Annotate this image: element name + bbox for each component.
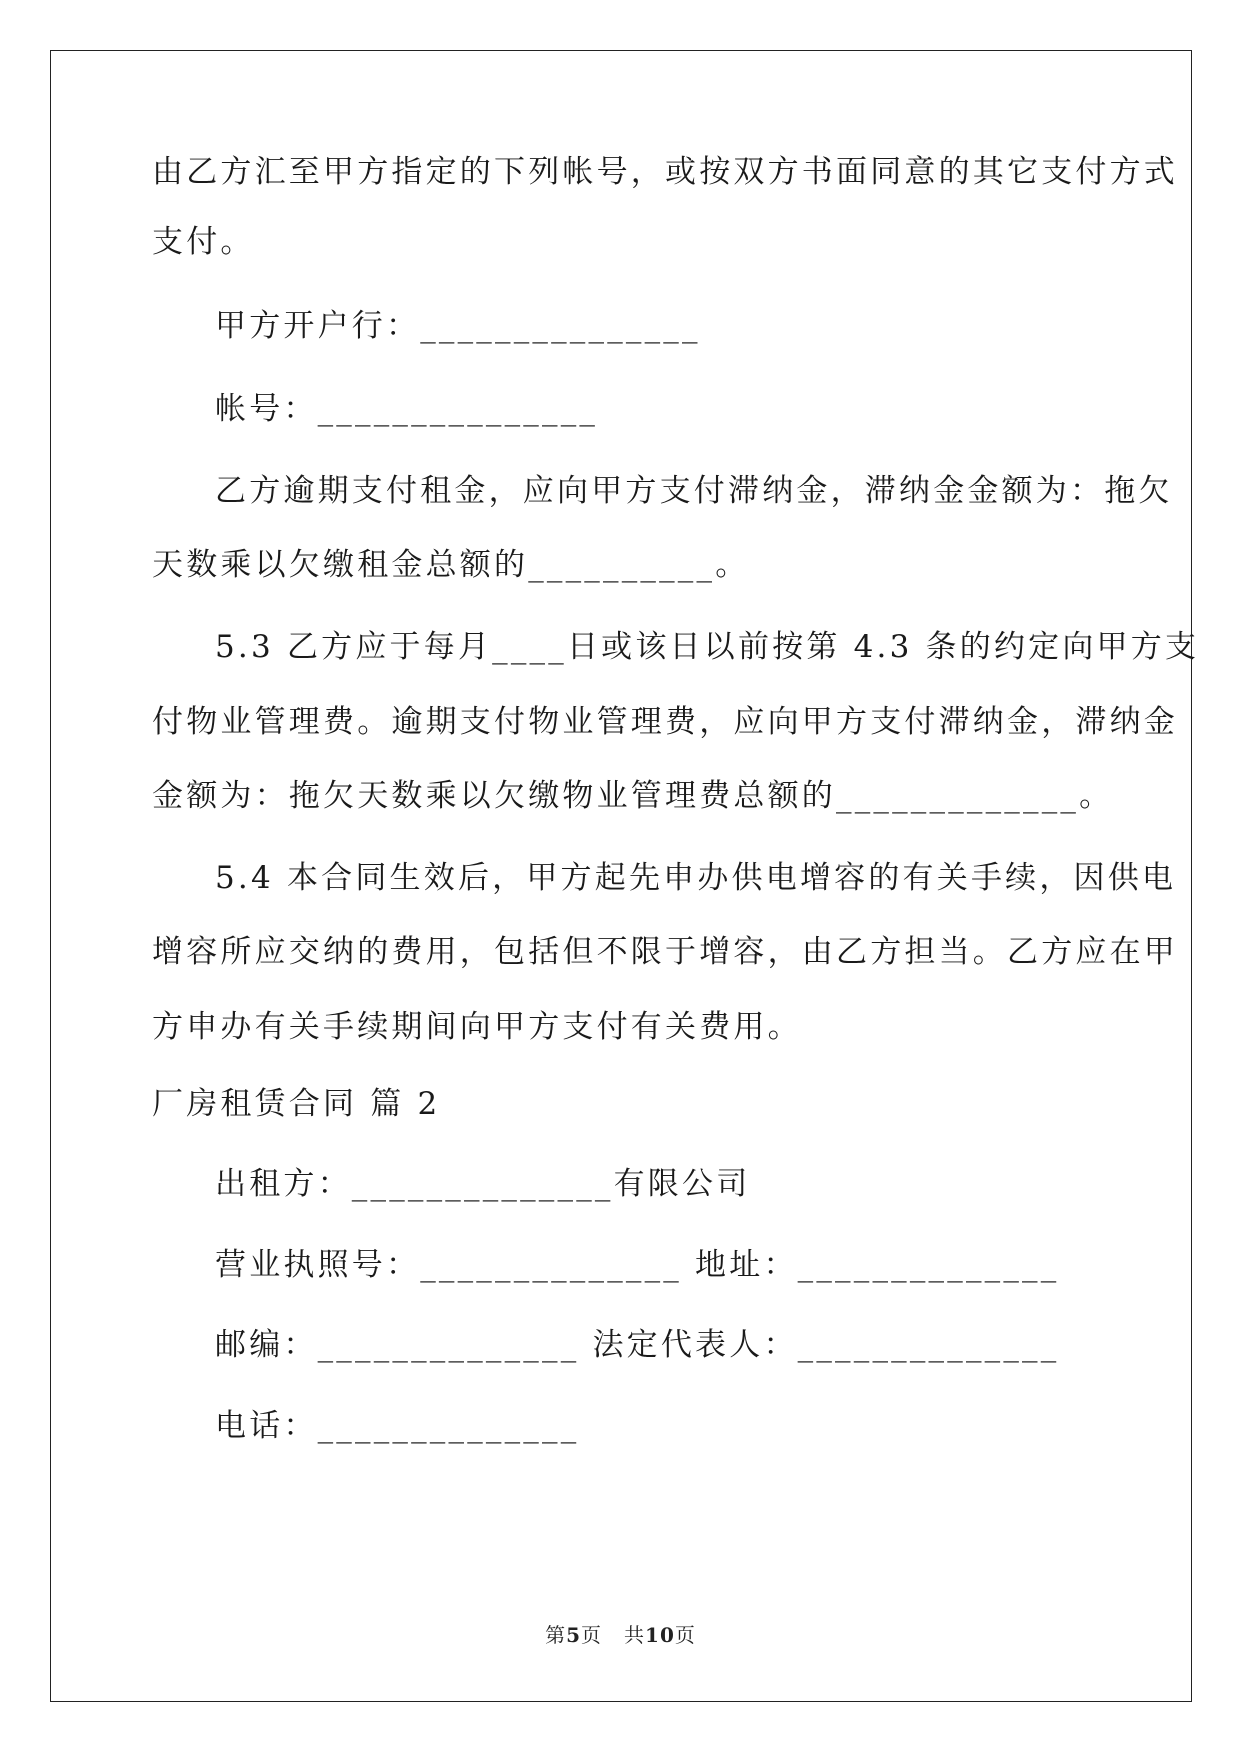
clause-5-3: 5.3 乙方应于每月____日或该日以前按第 4.3 条的约定向甲方支 xyxy=(215,629,1200,665)
clause-5-4: 5.4 本合同生效后，甲方起先申办供电增容的有关手续，因供电 xyxy=(215,860,1177,896)
footer-total-prefix: 共 xyxy=(624,1623,646,1647)
account-field: 帐号：_______________ xyxy=(215,391,599,427)
body-line: 金额为：拖欠天数乘以欠缴物业管理费总额的_____________。 xyxy=(152,778,1114,814)
footer-page-prefix: 第 xyxy=(545,1623,567,1647)
bank-field: 甲方开户行：_______________ xyxy=(215,308,701,344)
body-line: 增容所应交纳的费用，包括但不限于增容，由乙方担当。乙方应在甲 xyxy=(152,934,1178,970)
body-line: 付物业管理费。逾期支付物业管理费，应向甲方支付滞纳金，滞纳金 xyxy=(152,704,1178,740)
section-title: 厂房租赁合同 篇 2 xyxy=(152,1086,441,1122)
lessor-field: 出租方：______________有限公司 xyxy=(215,1166,751,1202)
footer-total-suffix: 页 xyxy=(674,1623,696,1647)
body-line: 方申办有关手续期间向甲方支付有关费用。 xyxy=(152,1009,802,1045)
footer-page-current: 5 xyxy=(566,1623,582,1647)
body-line: 支付。 xyxy=(152,224,255,260)
body-line: 由乙方汇至甲方指定的下列帐号，或按双方书面同意的其它支付方式 xyxy=(152,154,1178,190)
body-line: 天数乘以欠缴租金总额的__________。 xyxy=(152,547,750,583)
license-address-field: 营业执照号：______________ 地址：______________ xyxy=(215,1247,1060,1283)
phone-field: 电话：______________ xyxy=(215,1408,580,1444)
footer-page-total: 10 xyxy=(645,1623,675,1647)
footer-page-mid: 页 xyxy=(581,1623,603,1647)
postcode-representative-field: 邮编：______________ 法定代表人：______________ xyxy=(215,1327,1060,1363)
page-footer xyxy=(0,1622,1241,1648)
body-line: 乙方逾期支付租金，应向甲方支付滞纳金，滞纳金金额为：拖欠 xyxy=(215,473,1173,509)
